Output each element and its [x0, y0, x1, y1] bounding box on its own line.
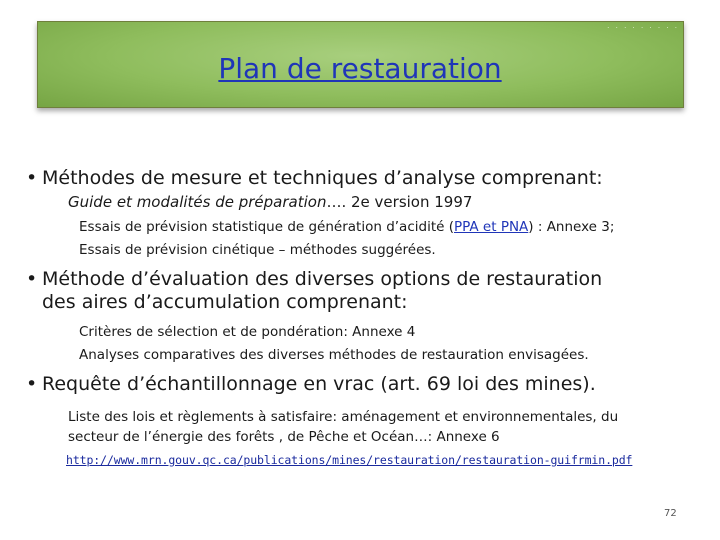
bullet-text: Méthode d’évaluation des diverses options de restauration [42, 268, 603, 290]
decorative-dots: · · · · · · · · · [607, 24, 679, 32]
sub-item-criteres: Critères de sélection et de pondération: Annexe 4 [79, 324, 416, 340]
sub-item-text: Liste des lois et règlements à satisfaire: aménagement et environnementales, du [68, 409, 619, 425]
bullet-item-2 [26, 268, 602, 314]
ppa-pna-link[interactable]: PPA et PNA [453, 219, 529, 235]
bullet-text-continued: des aires d’accumulation comprenant: [42, 291, 408, 313]
page-number: 72 [664, 508, 677, 519]
sub-item-text: Essais de prévision statistique de génération d’acidité ( [79, 219, 454, 235]
restauration-guide-link[interactable]: http://www.mrn.gouv.qc.ca/publications/mines/restauration/restauration-guifrmin.pdf [66, 453, 633, 467]
bullet-item-3 [26, 373, 596, 396]
bullet-item-1 [26, 167, 603, 190]
slide-title: Plan de restauration [218, 52, 502, 85]
bullet-dot-icon: • [26, 167, 38, 189]
bullet-dot-icon: • [26, 268, 38, 290]
sub-item-text: ) : Annexe 3; [528, 219, 615, 235]
bullet-text: Requête d’échantillonnage en vrac (art. 69 loi des mines). [42, 373, 596, 395]
guide-version: …. 2e version 1997 [326, 193, 473, 211]
sub-item-essais-cinetique: Essais de prévision cinétique – méthodes suggérées. [79, 242, 436, 258]
bullet-dot-icon: • [26, 373, 38, 395]
bullet-text: Méthodes de mesure et techniques d’analyse comprenant: [42, 167, 603, 189]
sub-item-analyses: Analyses comparatives des diverses méthodes de restauration envisagées. [79, 347, 589, 363]
sub-item-text: secteur de l’énergie des forêts , de Pêche et Océan…: Annexe 6 [68, 429, 500, 445]
sub-item-lois [68, 407, 618, 447]
guide-line [68, 191, 472, 213]
sub-item-essais-statistique [79, 217, 614, 238]
guide-title: Guide et modalités de préparation [68, 193, 327, 211]
